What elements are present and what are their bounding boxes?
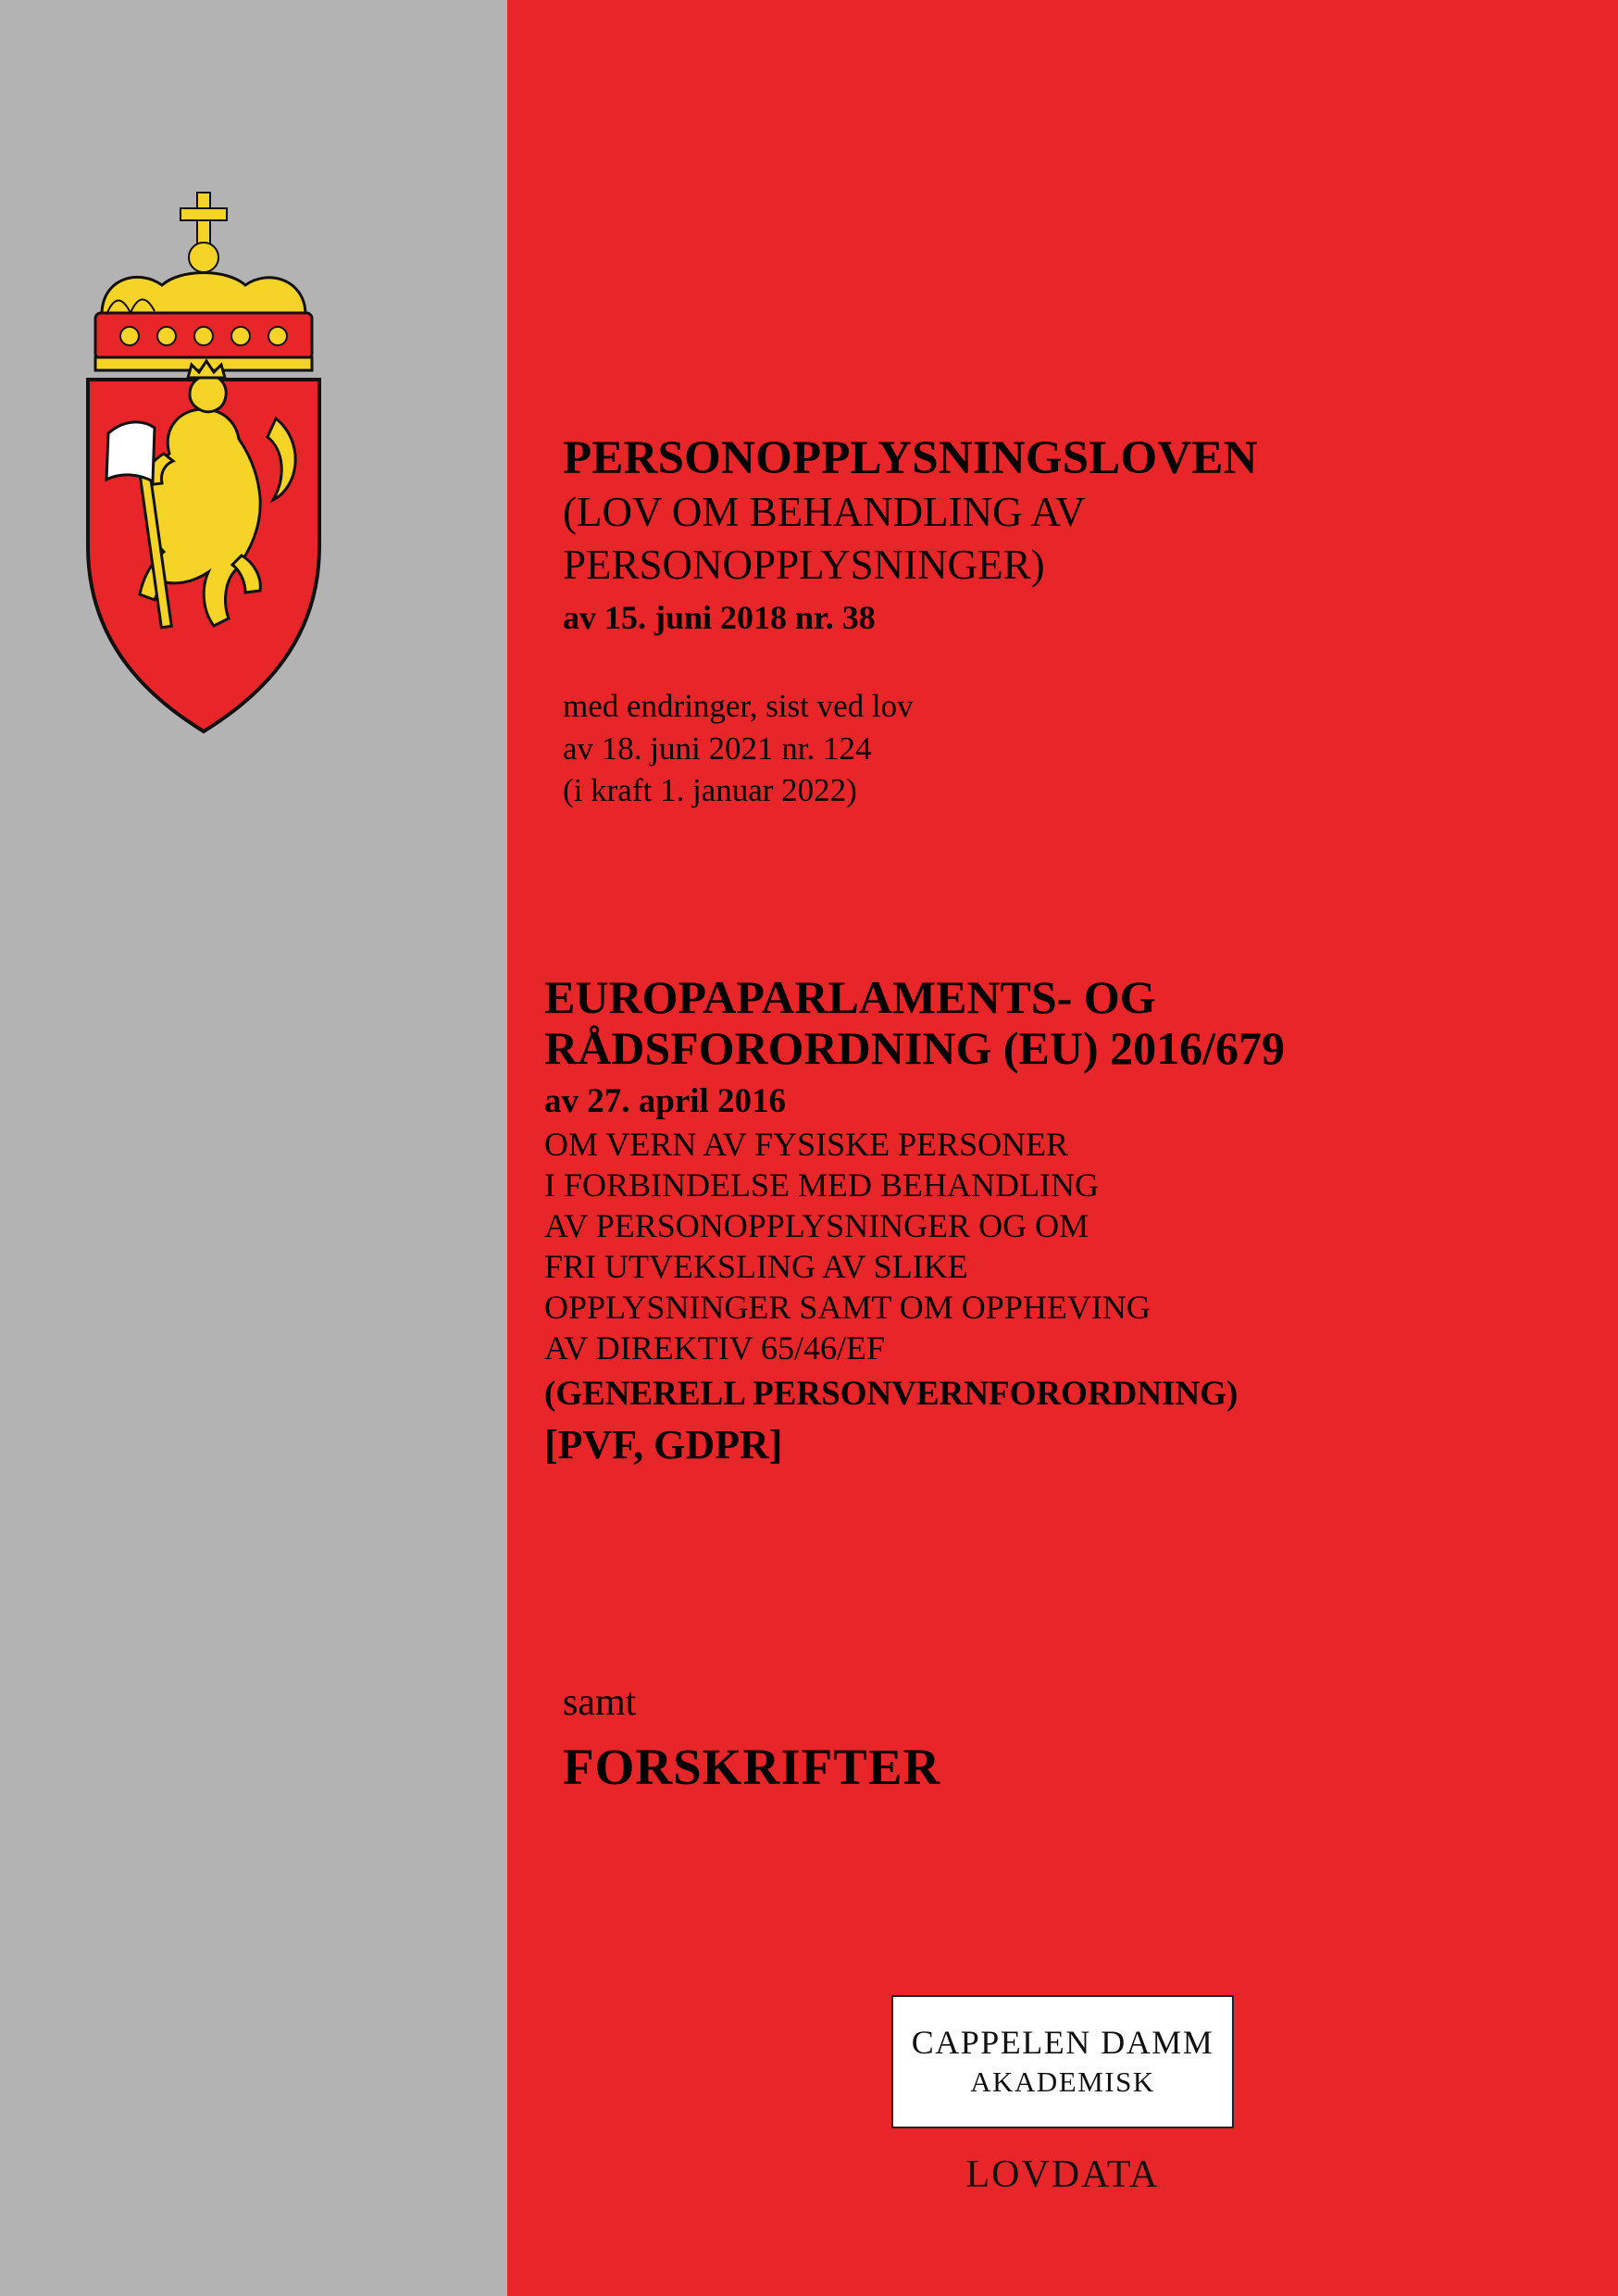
regulation-title-line-1: EUROPAPARLAMENTS- OG — [544, 971, 1156, 1023]
regulation-date: av 27. april 2016 — [544, 1082, 787, 1120]
regulation-general-name: (GENERELL PERSONVERNFORORDNING) — [544, 1375, 1238, 1414]
law-amendment-line-2: av 18. juni 2021 nr. 124 — [563, 730, 872, 767]
regulation-abbreviation: [PVF, GDPR] — [544, 1421, 783, 1467]
publisher-name-line-2: AKADEMISK — [970, 2065, 1155, 2099]
regulation-desc-line-3: AV PERSONOPPLYSNINGER OG OM — [544, 1206, 1089, 1244]
law-subtitle-line-2: PERSONOPPLYSNINGER) — [563, 542, 1045, 589]
also-label: samt — [563, 1681, 637, 1724]
regulation-block — [544, 972, 1581, 1468]
regulations-label: FORSKRIFTER — [563, 1739, 941, 1795]
also-block — [563, 1680, 1562, 1796]
regulation-desc-line-6: AV DIREKTIV 65/46/EF — [544, 1329, 886, 1366]
regulation-desc-line-4: FRI UTVEKSLING AV SLIKE — [544, 1247, 968, 1285]
publisher-logo — [891, 1995, 1234, 2128]
cover-spine-panel — [0, 0, 507, 2296]
law-title-block — [563, 433, 1562, 812]
law-amendment-line-3: (i kraft 1. januar 2022) — [563, 772, 857, 809]
law-date: av 15. juni 2018 nr. 38 — [563, 598, 876, 636]
publisher-name-line-1: CAPPELEN DAMM — [911, 2023, 1214, 2061]
source-label: LOVDATA — [965, 2153, 1160, 2196]
law-amendment-line-1: med endringer, sist ved lov — [563, 688, 914, 725]
regulation-desc-line-5: OPPLYSNINGER SAMT OM OPPHEVING — [544, 1288, 1151, 1326]
cover-front-panel — [507, 0, 1618, 2296]
norwegian-coat-of-arms-icon — [51, 176, 356, 750]
law-subtitle-line-1: (LOV OM BEHANDLING AV — [563, 489, 1086, 536]
law-title: PERSONOPPLYSNINGSLOVEN — [563, 432, 1258, 484]
regulation-title-line-2: RÅDSFORORDNING (EU) 2016/679 — [544, 1022, 1285, 1074]
regulation-desc-line-2: I FORBINDELSE MED BEHANDLING — [544, 1166, 1099, 1204]
regulation-desc-line-1: OM VERN AV FYSISKE PERSONER — [544, 1126, 1069, 1163]
